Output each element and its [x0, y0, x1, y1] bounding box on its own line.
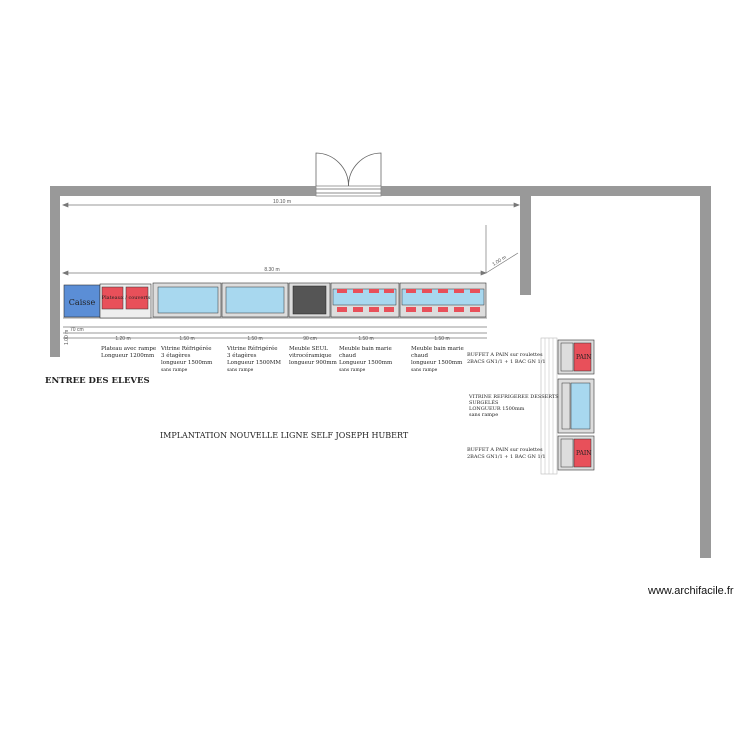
right-label-2-l1: VITRINE REFRIGEREE DESSERTS [469, 394, 559, 400]
label-6-l2: chaud [411, 353, 428, 359]
bain-marie-2 [400, 283, 486, 317]
label-3-l3: Longueur 1500MM [227, 360, 282, 366]
label-6-l3: longueur 1500mm [411, 360, 463, 366]
label-3-l1: Vitrine Réfrigérée [227, 346, 278, 352]
label-5-l2: chaud [339, 353, 356, 359]
label-5-l1: Meuble bain marie [339, 346, 392, 352]
label-3-l4: sans rampe [227, 368, 254, 373]
equipment-labels [101, 345, 464, 373]
label-2-l1: Vitrine Réfrigérée [161, 346, 212, 352]
right-label-3-l2: 2BACS GN1/1 + 1 BAC GN 1/1 [467, 454, 546, 460]
bain-marie-1 [331, 283, 399, 317]
pain-top-label: PAIN [576, 354, 592, 361]
label-6-l4: sans rampe [411, 368, 438, 373]
double-door [316, 153, 381, 196]
wall-inner-partition [520, 196, 531, 295]
label-5-l3: Longueur 1500mm [339, 360, 393, 366]
segment-dimensions [115, 336, 449, 342]
watermark: www.archifacile.fr [648, 585, 734, 597]
right-label-3-l1: BUFFET A PAIN sur roulettes [467, 447, 543, 453]
label-6-l1: Meuble bain marie [411, 346, 464, 352]
label-4-l1: Meuble SEUL [289, 346, 328, 352]
wall-top-left [50, 186, 316, 196]
wall-top-right [381, 186, 711, 196]
plateau-label: Plateaux / couverts [101, 295, 151, 301]
dim-line: 8.30 m [264, 267, 280, 273]
vitroceramic-top [293, 286, 326, 314]
dim-seg-6: 1.50 m [434, 336, 450, 342]
dim-seg-5: 1.50 m [358, 336, 374, 342]
label-2-l4: sans rampe [161, 368, 188, 373]
label-3-l2: 3 étagères [227, 353, 257, 359]
dim-left-vertical: 1.00 m [64, 329, 70, 345]
label-1-l2: Longueur 1200mm [101, 353, 155, 359]
wall-right [700, 186, 711, 558]
tray-box-label: Caisse [68, 298, 96, 307]
right-label-2-l4: sans rampe [469, 412, 499, 418]
dim-left-small: 70 cm [70, 327, 84, 333]
label-5-l4: sans rampe [339, 368, 366, 373]
dim-seg-3: 1.50 m [247, 336, 263, 342]
dim-seg-2: 1.50 m [179, 336, 195, 342]
right-column [541, 338, 594, 474]
entrance-label: ENTREE DES ELEVES [45, 376, 150, 386]
plan-title: IMPLANTATION NOUVELLE LIGNE SELF JOSEPH HUBERT [160, 431, 409, 440]
right-label-1-l1: BUFFET A PAIN sur roulettes [467, 352, 543, 358]
walls [50, 186, 711, 558]
vitrine-glass-2 [226, 287, 284, 313]
label-1-l1: Plateau avec rampe [101, 346, 157, 352]
dim-seg-4: 90 cm [303, 336, 317, 342]
right-label-2-l3: LONGUEUR 1500mm [469, 406, 525, 412]
right-label-1-l2: 2BACS GN1/1 + 1 BAC GN 1/1 [467, 359, 546, 365]
right-label-2-l2: SURGELÉS [469, 400, 499, 406]
wall-left [50, 186, 60, 357]
vitrine-glass-1 [158, 287, 218, 313]
label-2-l2: 3 étagères [161, 353, 191, 359]
dim-overall: 10.10 m [272, 199, 292, 205]
label-4-l2: vitrocéramique [289, 353, 332, 359]
dim-angled: 1.00 m [491, 254, 508, 268]
pain-bottom-label: PAIN [576, 450, 592, 457]
label-2-l3: longueur 1500mm [161, 360, 213, 366]
right-labels [467, 352, 559, 460]
label-4-l3: longueur 900mm [289, 360, 337, 366]
dim-seg-1: 1.20 m [115, 336, 131, 342]
